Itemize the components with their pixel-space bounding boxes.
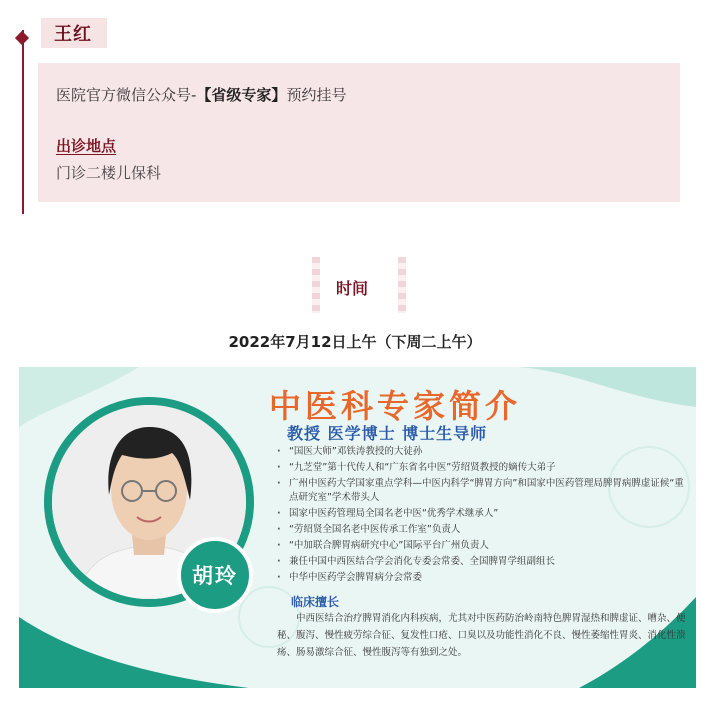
timeline-line [22, 30, 24, 214]
list-item: · 兼任中国中西医结合学会消化专委会常委、全国脾胃学组副组长 [277, 555, 687, 569]
list-item: · “中加联合脾胃病研究中心”国际平台广州负责人 [277, 539, 687, 553]
location-label: 出诊地点 [56, 137, 117, 155]
time-decor-right [398, 257, 406, 313]
specialty-title: 临床擅长 [291, 595, 340, 609]
booking-suffix: 预约挂号 [286, 86, 347, 104]
expert-name-badge: 胡玲 [177, 537, 253, 613]
list-item: · 中华中医药学会脾胃病分会常委 [277, 571, 687, 585]
list-item: · “九芝堂”第十代传人和“广东省名中医”劳绍贤教授的嫡传大弟子 [277, 461, 687, 475]
list-item: · “劳绍贤全国名老中医传承工作室”负责人 [277, 523, 687, 537]
doctor-name: 王红 [54, 24, 92, 45]
list-item: · 国家中医药管理局全国名老中医“优秀学术继承人” [277, 507, 687, 521]
booking-bold: 【省级专家】 [196, 86, 287, 104]
booking-info [56, 84, 346, 105]
location-value: 门诊二楼儿保科 [56, 164, 162, 182]
time-heading: 时间 [336, 279, 369, 298]
banner-subtitle: 教授 医学博士 博士生导师 [287, 424, 488, 443]
banner-title: 中医科专家简介 [269, 387, 522, 425]
booking-prefix: 医院官方微信公众号- [56, 86, 197, 104]
timeline-diamond-icon [15, 31, 29, 45]
time-decor-left [312, 257, 320, 313]
schedule-date: 2022年7月12日上午（下周二上午） [228, 333, 482, 351]
expert-intro-banner [19, 367, 696, 688]
specialty-text: 中西医结合治疗脾胃消化内科疾病，尤其对中医药防治岭南特色脾胃湿热和脾虚证、嘈杂、便秘、腹泻、慢性疲劳综合征、复发性口疮、口臭以及功能性消化不良、慢性萎缩性胃炎、消化性溃疡、肠易激综合征、慢性腹泻等有独到之处。 [277, 613, 686, 658]
list-item: · “国医大师”邓铁涛教授的大徒孙 [277, 445, 687, 459]
list-item: · 广州中医药大学国家重点学科—中医内科学“脾胃方向”和国家中医药管理局脾胃病脾虚证候“重点研究室”学术带头人 [277, 477, 687, 505]
credentials-list [277, 445, 687, 587]
